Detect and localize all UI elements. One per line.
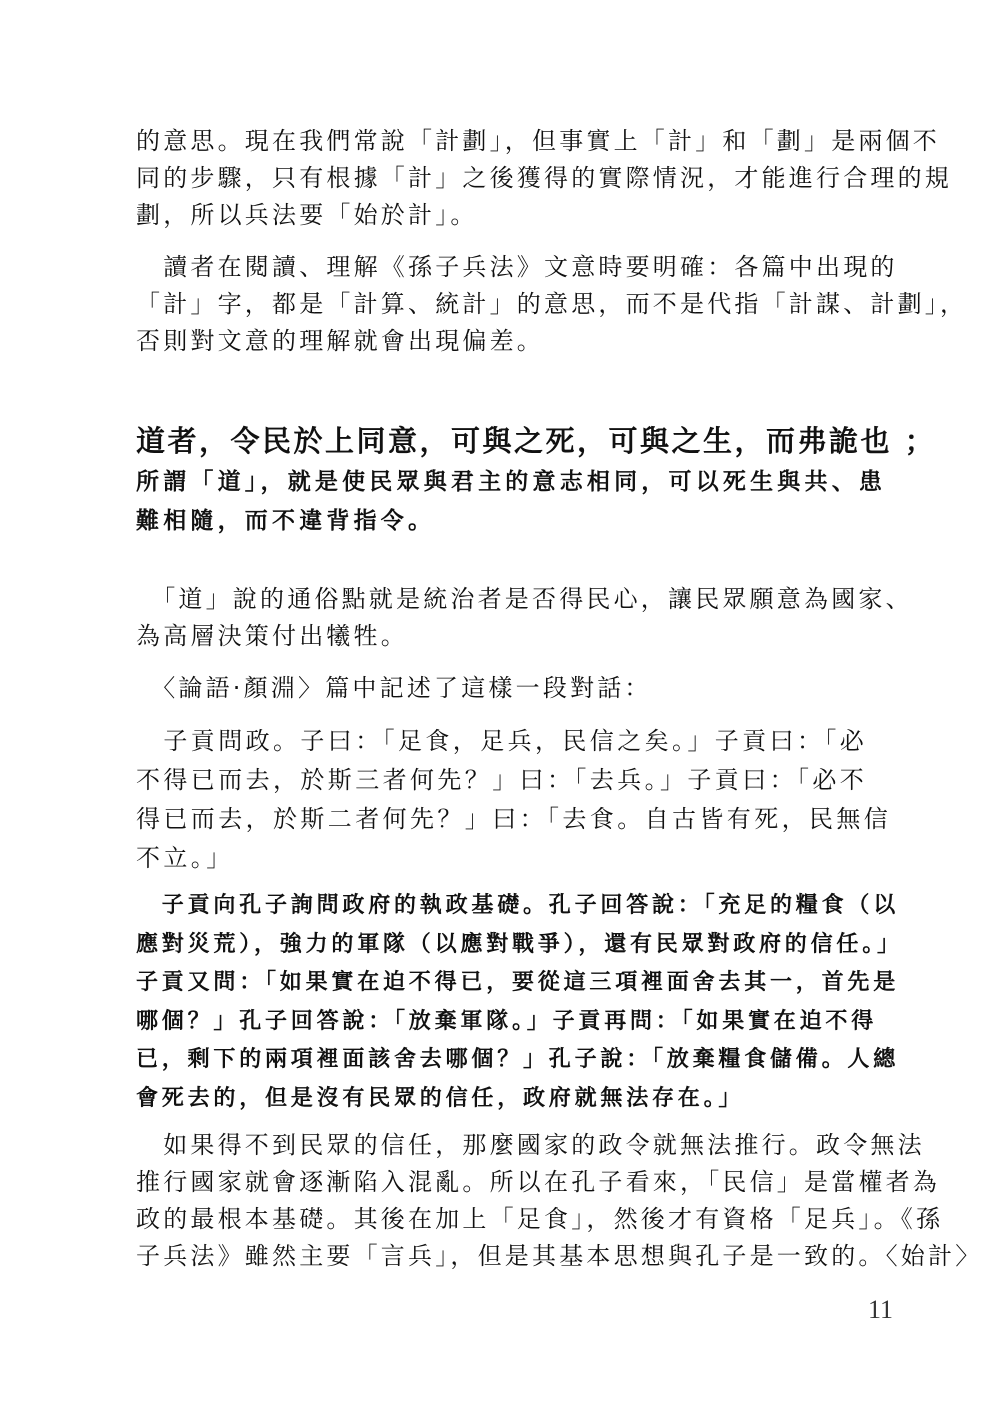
- paragraph-plan-meaning: [136, 123, 952, 234]
- text-line: 所謂「道」，就是使民眾與君主的意志相同，可以死生與共、患: [136, 468, 887, 495]
- text-line: 已，剩下的兩項裡面該舍去哪個？」孔子說：「放棄糧食儲備。人總: [136, 1046, 900, 1072]
- text-line: 哪個？」孔子回答說：「放棄軍隊。」子貢再問：「如果實在迫不得: [136, 1007, 878, 1034]
- quote-translation: [136, 886, 903, 1117]
- paragraph-analects-intro: [136, 670, 882, 707]
- text-line: 會死去的，但是沒有民眾的信任，政府就無法存在。」: [136, 1084, 745, 1111]
- text-line: 子貢又問：「如果實在迫不得已，要從這三項裡面舍去其一，首先是: [136, 969, 900, 995]
- text-line: 劃，所以兵法要「始於計」。: [136, 201, 478, 229]
- text-line: 推行國家就會逐漸陷入混亂。所以在孔子看來，「民信」是當權者為: [136, 1168, 940, 1196]
- text-line: 政的最根本基礎。其後在加上「足食」，然後才有資格「足兵」。《孫: [136, 1205, 944, 1233]
- text-line: 子兵法》雖然主要「言兵」，但是其基本思想與孔子是一致的。〈始計〉: [136, 1242, 983, 1270]
- text-line: 讀者在閱讀、理解《孫子兵法》文意時要明確：各篇中出現的: [136, 253, 898, 281]
- paragraph-people-trust: [136, 1127, 983, 1275]
- heading-line: 道者，令民於上同意，可與之死，可與之生，而弗詭也 ；: [136, 424, 937, 458]
- paragraph-reader-note: [136, 249, 968, 360]
- text-line: 同的步驟，只有根據「計」之後獲得的實際情況，才能進行合理的規: [136, 164, 952, 192]
- text-line: 如果得不到民眾的信任，那麼國家的政令就無法推行。政令無法: [136, 1131, 925, 1159]
- text-line: 的意思。現在我們常說「計劃」，但事實上「計」和「劃」是兩個不: [136, 127, 940, 155]
- text-line: 「道」說的通俗點就是統治者是否得民心，讓民眾願意為國家、: [136, 585, 913, 613]
- text-line: 「計」字，都是「計算、統計」的意思，而不是代指「計謀、計劃」，: [136, 290, 968, 318]
- text-line: 為高層決策付出犧牲。: [136, 622, 408, 650]
- text-line: 子貢向孔子詢問政府的執政基礎。孔子回答說：「充足的糧食（以: [136, 892, 900, 918]
- text-line: 子貢問政。子曰：「足食，足兵，民信之矣。」子貢曰：「必: [136, 727, 868, 755]
- text-line: 不得已而去，於斯三者何先？」曰：「去兵。」子貢曰：「必不: [136, 766, 868, 794]
- text-line: 否則對文意的理解就會出現偏差。: [136, 327, 544, 355]
- heading-translation: [136, 462, 887, 540]
- text-line: 得已而去，於斯二者何先？」曰：「去食。自古皆有死，民無信: [136, 805, 892, 833]
- text-line: 不立。」: [136, 844, 234, 872]
- paragraph-dao-explained: [136, 581, 913, 655]
- page-number: 11: [868, 1295, 894, 1324]
- text-line: 〈論語·顏淵〉篇中記述了這樣一段對話：: [136, 674, 652, 702]
- text-line: 難相隨，而不違背指令。: [136, 507, 436, 534]
- classic-heading: [136, 420, 937, 462]
- classic-quote-analects: [136, 722, 892, 878]
- text-line: 應對災荒），強力的軍隊（以應對戰爭），還有民眾對政府的信任。」: [136, 930, 903, 957]
